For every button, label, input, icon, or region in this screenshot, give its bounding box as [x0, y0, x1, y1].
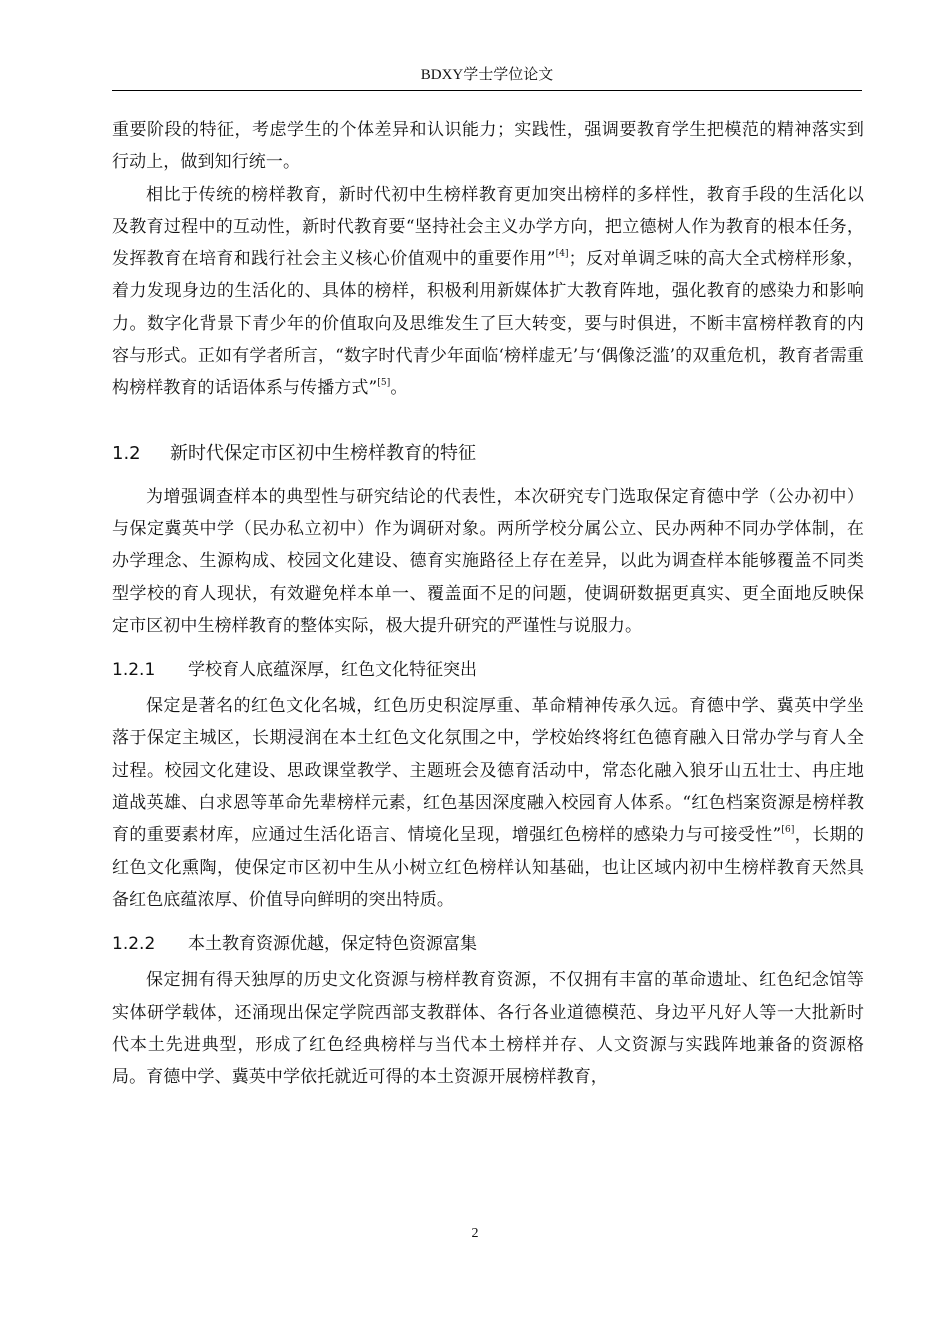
- citation-ref: [5]: [377, 378, 391, 389]
- header-rule: [112, 90, 862, 91]
- paragraph-model-education: [112, 179, 864, 405]
- paragraph-text: ，长期的红色文化熏陶，使保定市区初中生从小树立红色榜样认知基础，也让区域内初中生榜样教育天然具备红色底蕴浓厚、价值导向鲜明的突出特质。: [112, 825, 864, 910]
- page-number: 2: [471, 1226, 479, 1241]
- section-number: 1.2.2: [112, 934, 156, 955]
- section-title: 新时代保定市区初中生榜样教育的特征: [170, 442, 476, 464]
- section-number: 1.2.1: [112, 660, 156, 681]
- citation-ref: [6]: [781, 825, 795, 836]
- paragraph-text: 。: [390, 378, 408, 399]
- section-title: 本土教育资源优越，保定特色资源富集: [188, 934, 477, 955]
- paragraph-text: ；反对单调乏味的高大全式榜样形象，着力发现身边的生活化的、具体的榜样，积极利用新媒体扩大教育阵地，强化教育的感染力和影响力。数字化背景下青少年的价值取向及思维发生了巨大转变，要与时俱进，不断丰富榜样教育的内容与形式。正如有学者所言，“数字时代青少年面临‘榜样虚无’与‘偶像泛滥’的双重危机，教育者需重构榜样教育的话语体系与传播方式”: [112, 249, 864, 399]
- paragraph-continued: 重要阶段的特征，考虑学生的个体差异和认识能力；实践性，强调要教育学生把模范的精神落实到行动上，做到知行统一。: [112, 120, 864, 173]
- running-header: BDXY学士学位论文: [420, 67, 554, 83]
- page-body: [112, 114, 864, 1093]
- paragraph-survey-sample: 为增强调查样本的典型性与研究结论的代表性，本次研究专门选取保定育德中学（公办初中）与保定冀英中学（民办私立初中）作为调研对象。两所学校分属公立、民办两种不同办学体制，在办学理念、生源构成、校园文化建设、德育实施路径上存在差异，以此为调查样本能够覆盖不同类型学校的育人现状，有效避免样本单一、覆盖面不足的问题，使调研数据更真实、更全面地反映保定市区初中生榜样教育的整体实际，极大提升研究的严谨性与说服力。: [112, 486, 864, 636]
- section-heading-1-2: [112, 439, 864, 469]
- section-number: 1.2: [112, 442, 141, 464]
- paragraph-text: 相比于传统的榜样教育，新时代初中生榜样教育更加突出榜样的多样性，教育手段的生活化以及教育过程中的互动性，新时代教育要“坚持社会主义办学方向，把立德树人作为教育的根本任务，发挥教育在培育和践行社会主义核心价值观中的重要作用”: [112, 184, 864, 270]
- paragraph-text: 保定是著名的红色文化名城，红色历史积淀厚重、革命精神传承久远。育德中学、冀英中学坐落于保定主城区，长期浸润在本土红色文化氛围之中，学校始终将红色德育融入日常办学与育人全过程。校园文化建设、思政课堂教学、主题班会及德育活动中，常态化融入狼牙山五壮士、冉庄地道战英雄、白求恩等革命先辈榜样元素，红色基因深度融入校园育人体系。“红色档案资源是榜样教育的重要素材库，应通过生活化语言、情境化呈现，增强红色榜样的感染力与可接受性”: [112, 696, 864, 846]
- citation-ref: [4]: [555, 249, 569, 260]
- paragraph-red-culture: [112, 690, 864, 916]
- section-title: 学校育人底蕴深厚，红色文化特征突出: [188, 660, 477, 681]
- section-heading-1-2-2: [112, 930, 864, 958]
- section-heading-1-2-1: [112, 656, 864, 684]
- paragraph-local-resources: 保定拥有得天独厚的历史文化资源与榜样教育资源，不仅拥有丰富的革命遗址、红色纪念馆等实体研学载体，还涌现出保定学院西部支教群体、各行各业道德模范、身边平凡好人等一大批新时代本土先进典型，形成了红色经典榜样与当代本土榜样并存、人文资源与实践阵地兼备的资源格局。育德中学、冀英中学依托就近可得的本土资源开展榜样教育，: [112, 970, 864, 1088]
